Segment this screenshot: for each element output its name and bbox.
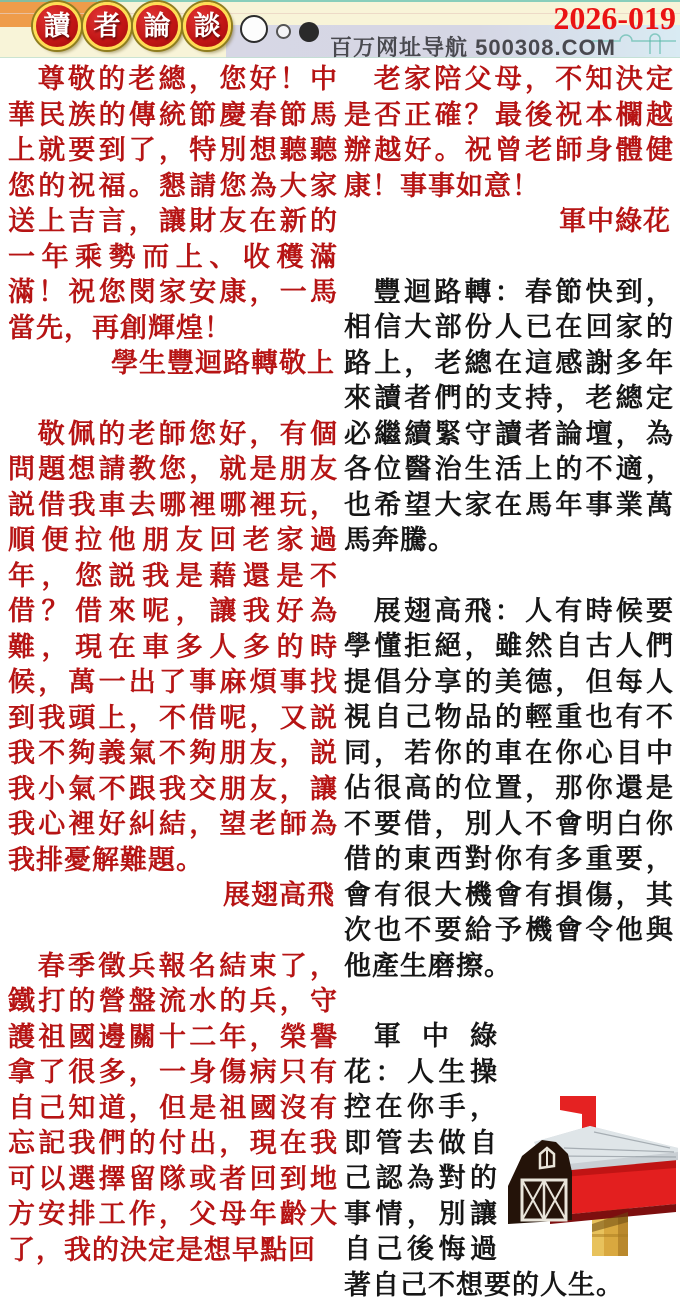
reply-text: 展翅高飛：人有時候要學懂拒絕，雖然自古人們提倡分享的美德，但每人視自己物品的輕重也有不同，若你的車在你心目中佔很高的位置，那你還是不要借，別人不會明白你借的東西對你有多重要，會有很大機會有損傷，其次也不要給予機會令他與他產生磨擦。 — [344, 595, 674, 981]
masthead-seal — [133, 2, 181, 50]
decorative-circle-filled — [299, 22, 319, 42]
nav-site-link[interactable]: 百万网址导航 500308.COM — [330, 35, 616, 60]
decorative-circle-small — [276, 24, 291, 39]
masthead-header — [0, 0, 680, 58]
editor-reply-2 — [344, 594, 674, 985]
reader-letter-3 — [8, 949, 338, 1269]
right-column — [344, 62, 674, 1303]
editor-reply-3 — [344, 1019, 674, 1303]
masthead-seal — [33, 2, 81, 50]
letter-text: 敬佩的老師您好，有個問題想請教您，就是朋友説借我車去哪裡哪裡玩，順便拉他朋友回老家過年，您説我是藉還是不借？借來呢，讓我好為難，現在車多人多的時候，萬一出了事麻煩事找到我頭上，不借呢，又説我不夠義氣不夠朋友，説我小氣不跟我交朋友，讓我心裡好糾結，望老師為我排憂解難題。 — [8, 418, 338, 875]
masthead-seal — [183, 2, 231, 50]
reader-letter-1 — [8, 62, 338, 382]
left-column — [8, 62, 338, 1268]
editor-reply-1 — [344, 275, 674, 559]
seal-character: 讀 — [43, 10, 71, 41]
letter-text: 尊敬的老總，您好！中華民族的傳統節慶春節馬上就要到了，特別想聽聽您的祝福。懇請您為大家送上吉言，讓財友在新的一年乘勢而上、收穫滿滿！祝您閔家安康，一馬當先，再創輝煌！ — [8, 64, 338, 343]
barn-mailbox-icon — [494, 1090, 678, 1256]
issue-number: 2026-019 — [553, 0, 676, 36]
masthead-logo — [33, 2, 231, 50]
letter-signature: 展翅高飛 — [223, 880, 335, 910]
letter-text: 春季徵兵報名結束了，鐵打的營盤流水的兵，守護祖國邊關十二年，榮譽拿了很多，一身傷病只有自己知道，但是祖國沒有忘記我們的付出，現在我可以選擇留隊或者回到地方安排工作，父母年齡大了，我的決定是想早點回 — [8, 950, 338, 1265]
decorative-circle-large — [240, 15, 268, 43]
letter-signature: 軍中綠花 — [559, 206, 671, 236]
seal-character: 論 — [143, 10, 171, 41]
reader-letter-2 — [8, 417, 338, 914]
masthead-seal — [83, 2, 131, 50]
mailbox-photo — [502, 1090, 674, 1256]
reader-letter-3-continued — [344, 62, 674, 240]
seal-character: 談 — [193, 10, 221, 41]
letter-signature: 學生豐迴路轉敬上 — [111, 348, 335, 378]
reply-text: 豐迴路轉：春節快到，相信大部份人已在回家的路上，老總在這感謝多年來讀者們的支持，老總定必繼續緊守讀者論壇，為各位醫治生活上的不適，也希望大家在馬年事業萬馬奔騰。 — [344, 276, 674, 555]
letter-text: 老家陪父母，不知決定是否正確？最後祝本欄越辦越好。祝曾老師身體健康！事事如意！ — [344, 64, 674, 201]
seal-character: 者 — [93, 10, 121, 41]
reply-text: 軍中綠花：人生操控在你手，即管去做自己認為對的事情，別讓自己後悔過著自己不想要的人生。 — [344, 1021, 624, 1300]
